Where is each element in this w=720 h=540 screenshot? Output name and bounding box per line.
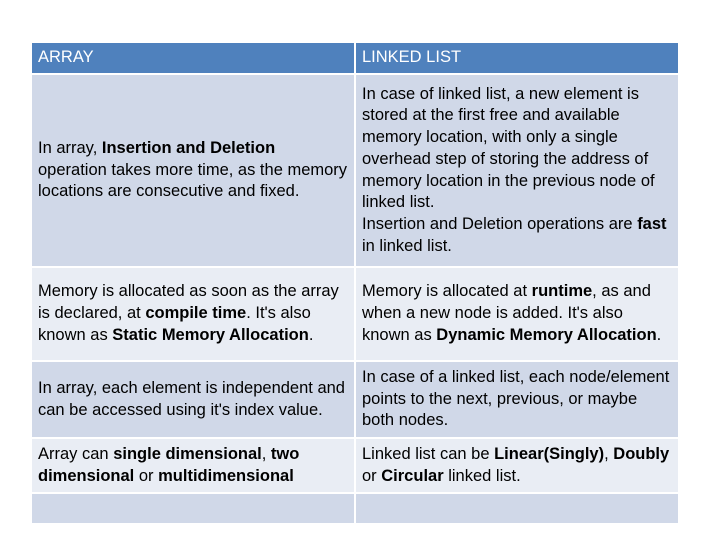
text-run: linked list. xyxy=(443,466,521,485)
text-run: Linked list can be xyxy=(362,444,495,463)
header-array: ARRAY xyxy=(31,42,355,74)
linked-list-cell xyxy=(355,74,679,267)
array-cell xyxy=(31,361,355,438)
text-run: In case of a linked list, each node/element points to the next, previous, or maybe both nodes. xyxy=(362,367,670,430)
text-run: . xyxy=(308,325,314,344)
text-run: Memory is allocated at xyxy=(362,282,532,301)
text-run: In array, xyxy=(38,138,102,157)
text-run: . xyxy=(656,325,662,344)
text-run: , as and when a new node is added. It's also known as xyxy=(362,282,651,344)
bold-text: Dynamic Memory Allocation xyxy=(436,325,657,344)
linked-list-cell xyxy=(355,361,679,438)
array-cell xyxy=(31,74,355,267)
text-run: , xyxy=(604,444,614,463)
text-run: In case of linked list, a new element is stored at the first free and available memory location, with only a single overhead step of storing the address of memory location in the previous node of linked list. xyxy=(362,84,655,212)
table-row xyxy=(31,493,679,524)
text-run: In array, each element is independent and can be accessed using it's index value. xyxy=(38,378,345,419)
table-row xyxy=(31,438,679,493)
text-run: Memory is allocated as soon as the array is declared, at xyxy=(38,282,339,323)
bold-text: runtime xyxy=(531,282,593,301)
bold-text: Insertion and Deletion xyxy=(101,138,276,157)
comparison-table xyxy=(30,41,680,525)
table-row xyxy=(31,267,679,361)
linked-list-cell xyxy=(355,438,679,493)
bold-text: multidimensional xyxy=(158,466,294,485)
text-run: in linked list. xyxy=(362,236,452,255)
text-run: Array can xyxy=(38,444,114,463)
bold-text: Static Memory Allocation xyxy=(112,325,309,344)
bold-text: Circular xyxy=(381,466,444,485)
table-row xyxy=(31,74,679,267)
text-run: , xyxy=(261,444,271,463)
bold-text: fast xyxy=(637,214,667,233)
text-run: or xyxy=(362,466,382,485)
bold-text: single dimensional xyxy=(113,444,262,463)
bold-text: Linear(Singly) xyxy=(494,444,605,463)
text-run: Insertion and Deletion operations are xyxy=(362,214,638,233)
array-cell xyxy=(31,267,355,361)
linked-list-cell xyxy=(355,267,679,361)
array-cell xyxy=(31,493,355,524)
bold-text: two dimensional xyxy=(38,444,300,485)
linked-list-cell xyxy=(355,493,679,524)
header-row xyxy=(31,42,679,74)
bold-text: compile time xyxy=(145,304,247,323)
table-row xyxy=(31,361,679,438)
text-run: . It's also known as xyxy=(38,304,311,344)
array-cell xyxy=(31,438,355,493)
bold-text: Doubly xyxy=(613,444,670,463)
text-run: operation takes more time, as the memory locations are consecutive and fixed. xyxy=(38,160,348,201)
text-run: or xyxy=(134,466,159,485)
header-linked-list: LINKED LIST xyxy=(355,42,679,74)
